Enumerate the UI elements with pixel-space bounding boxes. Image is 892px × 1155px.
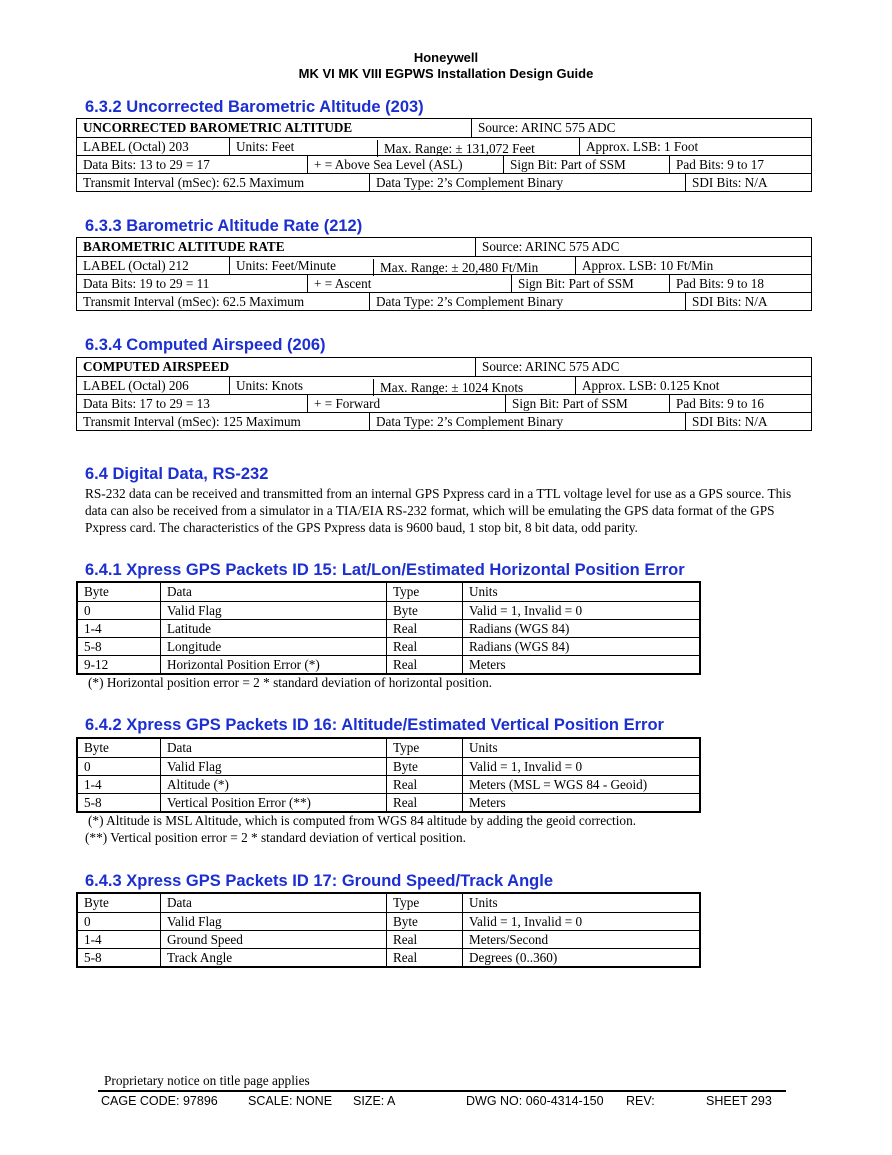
table-cell: Byte <box>386 602 418 619</box>
format-databits: Data Bits: 19 to 29 = 11 <box>83 276 210 291</box>
header-company: Honeywell <box>413 50 479 65</box>
table-row <box>78 912 699 930</box>
table-cell: Valid = 1, Invalid = 0 <box>462 602 582 619</box>
footer-divider <box>98 1090 786 1092</box>
format-range: Max. Range: ± 20,480 Ft/Min <box>373 259 538 276</box>
table-cell: 1-4 <box>84 621 102 636</box>
format-row <box>77 119 811 137</box>
format-plus: + = Forward <box>307 395 380 412</box>
table-cell: 0 <box>84 914 91 929</box>
section-heading-6-4-3: 6.4.3 Xpress GPS Packets ID 17: Ground Speed/Track Angle <box>85 872 553 890</box>
table-cell: Real <box>386 931 417 948</box>
format-row <box>77 137 811 155</box>
table-cell: Ground Speed <box>160 931 243 948</box>
format-plus: + = Above Sea Level (ASL) <box>307 156 463 173</box>
format-label: LABEL (Octal) 206 <box>83 378 189 393</box>
table-cell: Real <box>386 620 417 637</box>
format-label: LABEL (Octal) 212 <box>83 258 189 273</box>
column-header: Byte <box>84 895 109 910</box>
table-cell: 1-4 <box>84 932 102 947</box>
section-heading-6-4: 6.4 Digital Data, RS-232 <box>85 465 269 483</box>
format-row <box>77 412 811 430</box>
table-cell: Meters <box>462 794 506 811</box>
table-row <box>78 930 699 948</box>
table-cell: Real <box>386 638 417 655</box>
table-cell: Longitude <box>160 638 221 655</box>
table-row <box>78 757 699 775</box>
format-name: UNCORRECTED BAROMETRIC ALTITUDE <box>83 120 353 135</box>
table-row <box>78 948 699 966</box>
format-row <box>77 256 811 274</box>
table-row <box>78 601 699 619</box>
format-source: Source: ARINC 575 ADC <box>471 119 615 137</box>
format-row <box>77 292 811 310</box>
column-header: Byte <box>84 584 109 599</box>
format-table-6-3-2 <box>76 118 812 192</box>
column-header: Type <box>386 739 419 757</box>
table-row <box>78 775 699 793</box>
table-cell: 5-8 <box>84 795 102 810</box>
format-sdi: SDI Bits: N/A <box>685 413 767 430</box>
format-databits: Data Bits: 17 to 29 = 13 <box>83 396 210 411</box>
table-cell: 9-12 <box>84 657 109 672</box>
column-header: Byte <box>84 740 109 755</box>
table-cell: Meters <box>462 656 506 673</box>
sheet-number: SHEET 293 <box>706 1094 772 1108</box>
format-databits: Data Bits: 13 to 29 = 17 <box>83 157 210 172</box>
section-body-6-4: RS-232 data can be received and transmitted from an internal GPS Pxpress card in a TTL voltage level for use as a GPS source. This data can also be received from a simulator in a TIA/EIA RS-232 format, which will be emulating the GPS data format of the GPS Pxpress card. The characteristics of the GPS Pxpress data is 9600 baud, 1 stop bit, 8 bit data, odd parity. <box>85 486 792 535</box>
format-interval: Transmit Interval (mSec): 125 Maximum <box>83 414 301 429</box>
format-row <box>77 394 811 412</box>
drawing-number: DWG NO: 060-4314-150 <box>466 1094 604 1108</box>
format-row <box>77 358 811 376</box>
format-range: Max. Range: ± 1024 Knots <box>373 379 523 396</box>
section-heading-6-4-2: 6.4.2 Xpress GPS Packets ID 16: Altitude/Estimated Vertical Position Error <box>85 716 664 734</box>
format-units: Units: Feet <box>229 138 294 155</box>
section-heading-6-3-2: 6.3.2 Uncorrected Barometric Altitude (203) <box>85 98 424 116</box>
format-signbit: Sign Bit: Part of SSM <box>503 156 626 173</box>
format-name: BAROMETRIC ALTITUDE RATE <box>83 239 285 254</box>
table-cell: Real <box>386 776 417 793</box>
table-cell: Valid Flag <box>160 913 222 930</box>
format-padbits: Pad Bits: 9 to 17 <box>669 156 764 173</box>
column-header: Units <box>462 583 498 601</box>
revision: REV: <box>626 1094 655 1108</box>
format-label: LABEL (Octal) 203 <box>83 139 189 154</box>
column-header: Units <box>462 894 498 912</box>
table-cell: Latitude <box>160 620 211 637</box>
table-cell: Real <box>386 656 417 673</box>
table-cell: Byte <box>386 758 418 775</box>
format-signbit: Sign Bit: Part of SSM <box>505 395 628 412</box>
table-cell: 0 <box>84 759 91 774</box>
table-cell: Real <box>386 794 417 811</box>
scale: SCALE: NONE <box>248 1094 333 1108</box>
table-row <box>78 655 699 673</box>
section-heading-6-4-1: 6.4.1 Xpress GPS Packets ID 15: Lat/Lon/Estimated Horizontal Position Error <box>85 561 685 579</box>
table-row <box>78 637 699 655</box>
column-header: Type <box>386 583 419 601</box>
table-cell: Degrees (0..360) <box>462 949 557 966</box>
format-range: Max. Range: ± 131,072 Feet <box>377 140 535 157</box>
table-header-row <box>78 739 699 757</box>
packet-table-17 <box>76 892 701 968</box>
table-cell: 5-8 <box>84 639 102 654</box>
table-footnote: (*) Horizontal position error = 2 * standard deviation of horizontal position. <box>88 675 493 690</box>
cage-code: CAGE CODE: 97896 <box>101 1094 218 1108</box>
table-footnote: (**) Vertical position error = 2 * standard deviation of vertical position. <box>85 830 466 845</box>
format-table-6-3-4 <box>76 357 812 431</box>
table-cell: 0 <box>84 603 91 618</box>
format-signbit: Sign Bit: Part of SSM <box>511 275 634 292</box>
table-cell: Meters/Second <box>462 931 548 948</box>
table-cell: Valid Flag <box>160 758 222 775</box>
format-source: Source: ARINC 575 ADC <box>475 358 619 376</box>
column-header: Type <box>386 894 419 912</box>
table-cell: Meters (MSL = WGS 84 - Geoid) <box>462 776 647 793</box>
table-cell: Valid = 1, Invalid = 0 <box>462 758 582 775</box>
proprietary-notice: Proprietary notice on title page applies <box>104 1073 310 1088</box>
table-header-row <box>78 583 699 601</box>
table-cell: Real <box>386 949 417 966</box>
packet-table-16 <box>76 737 701 813</box>
column-header: Data <box>160 583 192 601</box>
table-footnote: (*) Altitude is MSL Altitude, which is computed from WGS 84 altitude by adding the geoid correction. <box>88 813 637 828</box>
table-cell: Vertical Position Error (**) <box>160 794 311 811</box>
format-row <box>77 155 811 173</box>
format-name: COMPUTED AIRSPEED <box>83 359 230 374</box>
format-source: Source: ARINC 575 ADC <box>475 238 619 256</box>
format-row <box>77 274 811 292</box>
table-cell: Valid = 1, Invalid = 0 <box>462 913 582 930</box>
format-units: Units: Knots <box>229 377 303 394</box>
format-sdi: SDI Bits: N/A <box>685 174 767 191</box>
format-interval: Transmit Interval (mSec): 62.5 Maximum <box>83 294 305 309</box>
section-heading-6-3-3: 6.3.3 Barometric Altitude Rate (212) <box>85 217 363 235</box>
format-units: Units: Feet/Minute <box>229 257 336 274</box>
format-datatype: Data Type: 2’s Complement Binary <box>369 174 563 191</box>
table-cell: Byte <box>386 913 418 930</box>
format-datatype: Data Type: 2’s Complement Binary <box>369 413 563 430</box>
format-lsb: Approx. LSB: 0.125 Knot <box>575 377 719 394</box>
table-cell: Valid Flag <box>160 602 222 619</box>
packet-table-15 <box>76 581 701 675</box>
column-header: Units <box>462 739 498 757</box>
table-cell: 5-8 <box>84 950 102 965</box>
size: SIZE: A <box>353 1094 396 1108</box>
format-lsb: Approx. LSB: 10 Ft/Min <box>575 257 713 274</box>
table-cell: Altitude (*) <box>160 776 229 793</box>
table-row <box>78 619 699 637</box>
format-interval: Transmit Interval (mSec): 62.5 Maximum <box>83 175 305 190</box>
table-cell: Horizontal Position Error (*) <box>160 656 320 673</box>
table-cell: Track Angle <box>160 949 232 966</box>
table-cell: 1-4 <box>84 777 102 792</box>
table-header-row <box>78 894 699 912</box>
column-header: Data <box>160 739 192 757</box>
format-row <box>77 173 811 191</box>
format-padbits: Pad Bits: 9 to 16 <box>669 395 764 412</box>
format-sdi: SDI Bits: N/A <box>685 293 767 310</box>
format-datatype: Data Type: 2’s Complement Binary <box>369 293 563 310</box>
table-row <box>78 793 699 811</box>
format-table-6-3-3 <box>76 237 812 311</box>
format-padbits: Pad Bits: 9 to 18 <box>669 275 764 292</box>
format-row <box>77 376 811 394</box>
format-row <box>77 238 811 256</box>
table-cell: Radians (WGS 84) <box>462 620 569 637</box>
column-header: Data <box>160 894 192 912</box>
section-heading-6-3-4: 6.3.4 Computed Airspeed (206) <box>85 336 326 354</box>
format-plus: + = Ascent <box>307 275 371 292</box>
table-cell: Radians (WGS 84) <box>462 638 569 655</box>
format-lsb: Approx. LSB: 1 Foot <box>579 138 698 155</box>
header-title: MK VI MK VIII EGPWS Installation Design Guide <box>298 66 594 81</box>
